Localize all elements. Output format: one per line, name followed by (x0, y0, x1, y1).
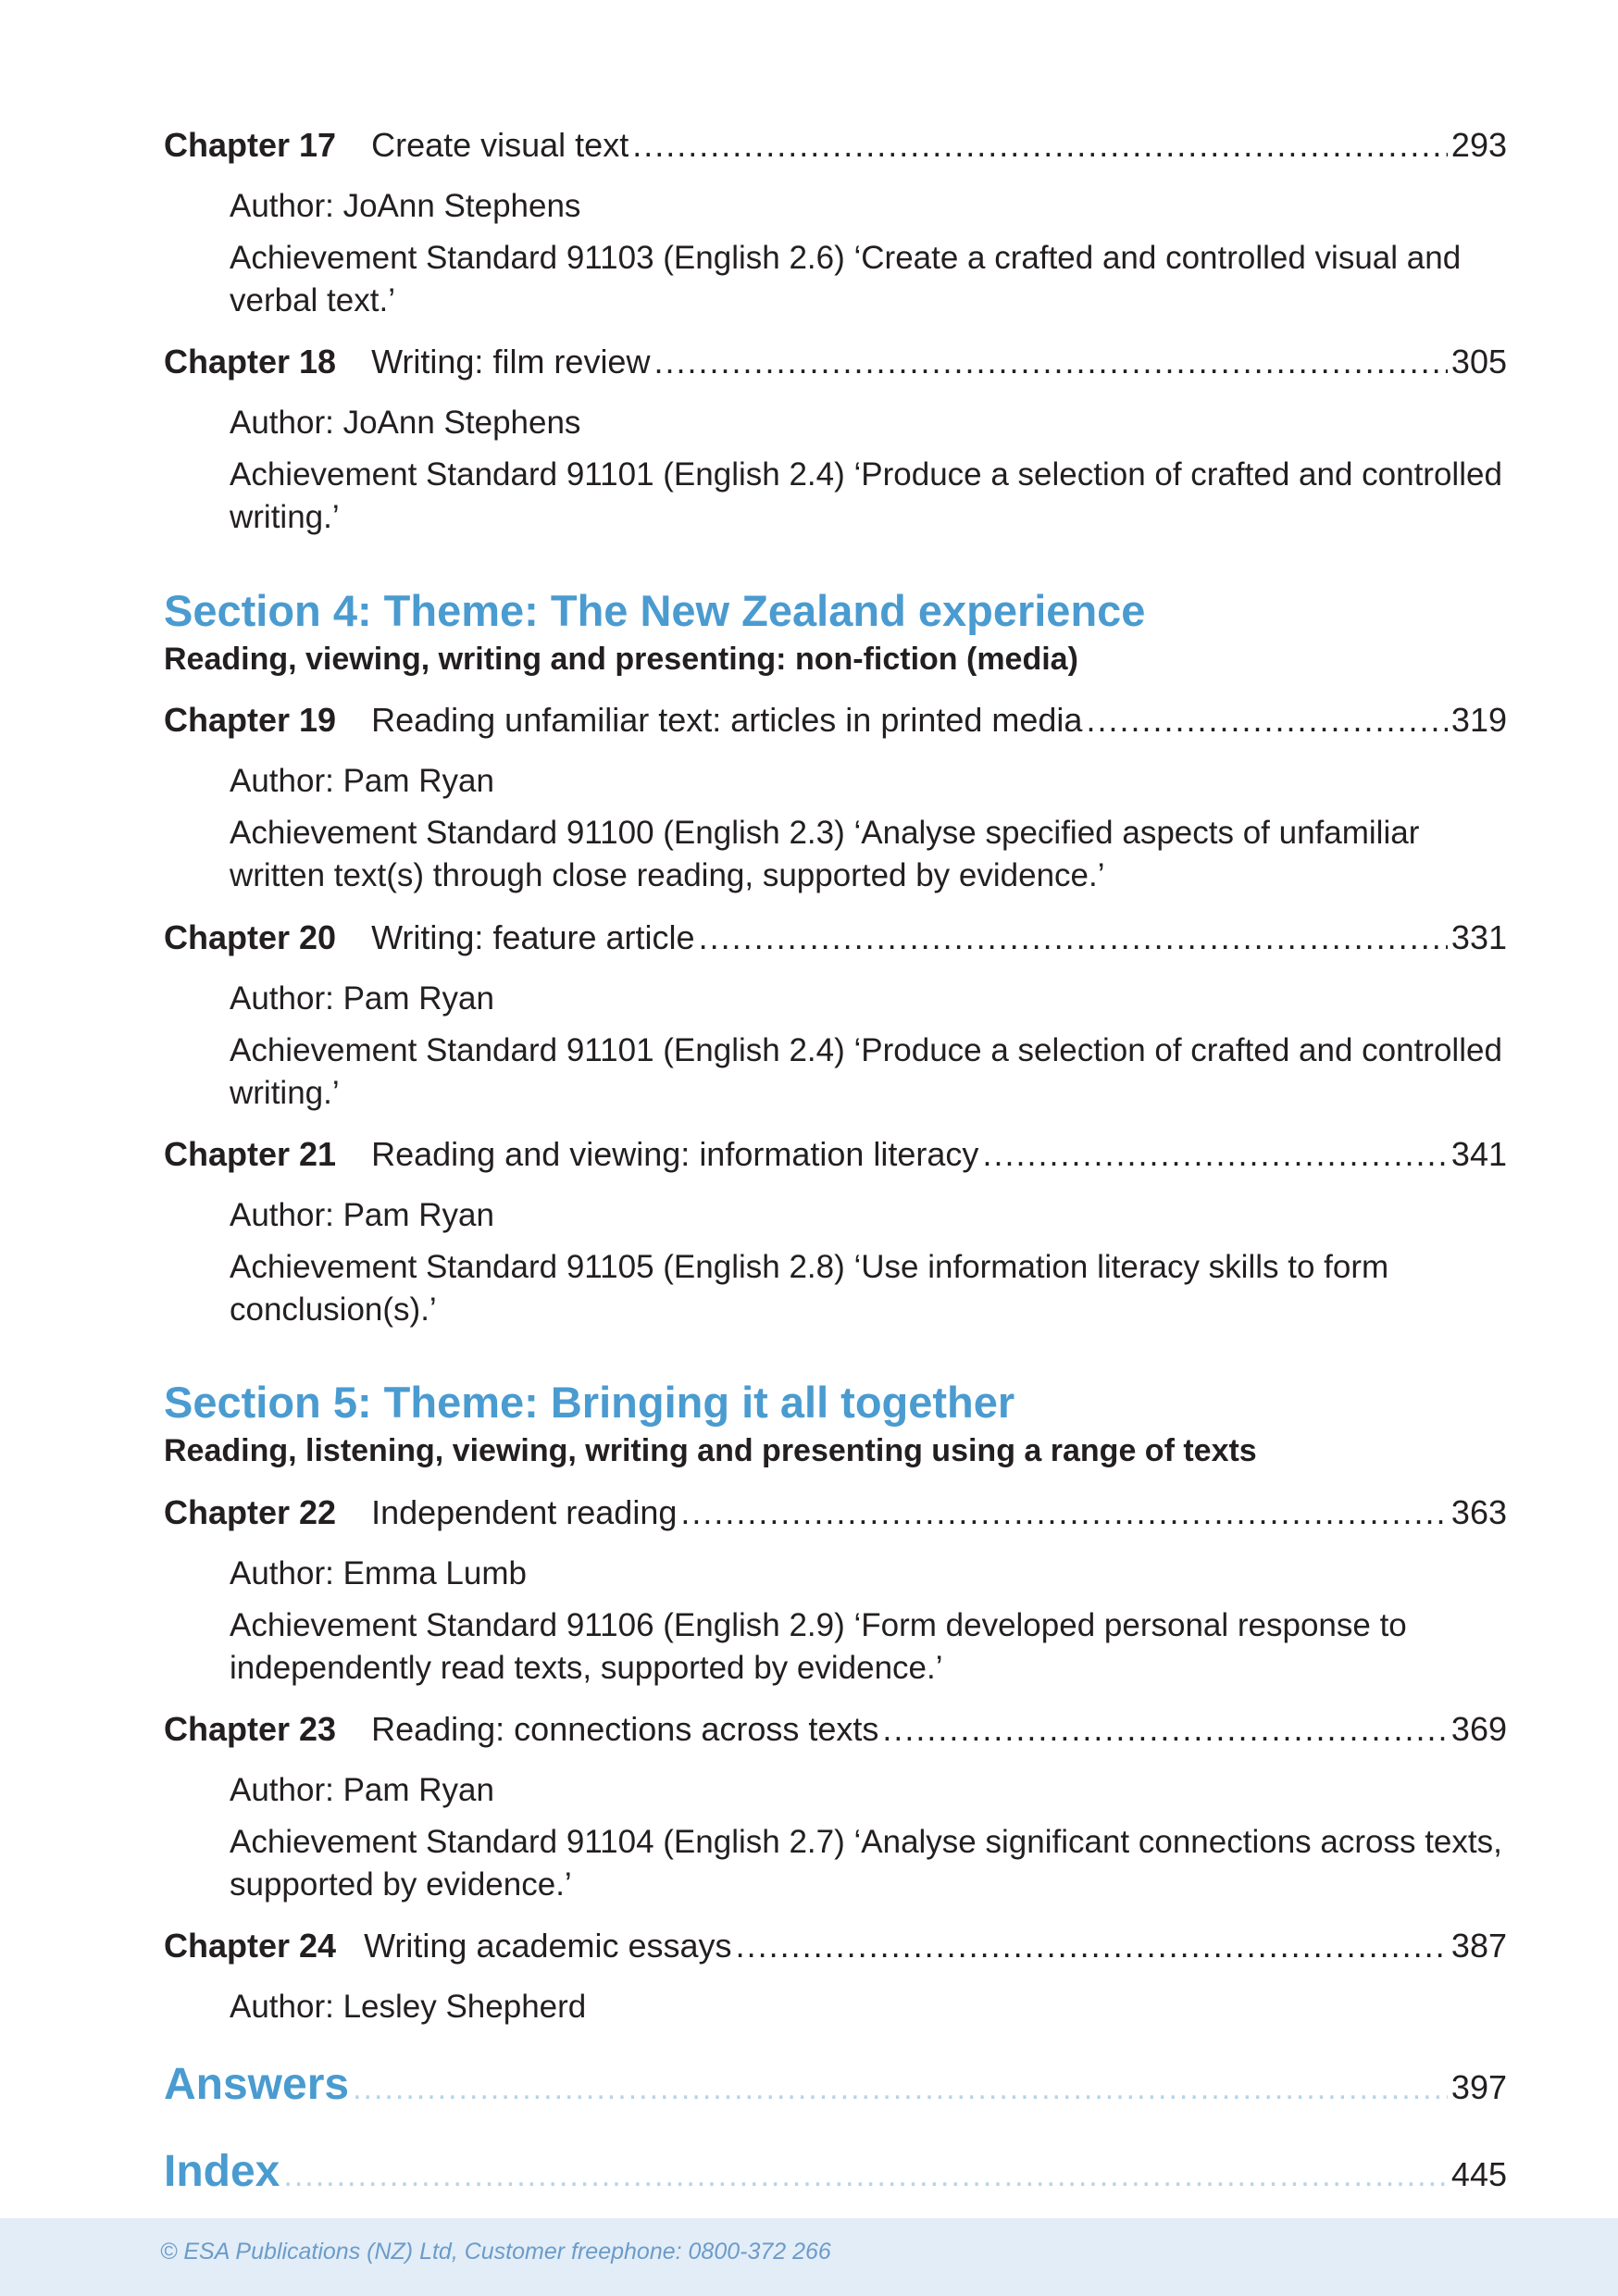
chapter-title: Writing: feature article (371, 918, 695, 956)
chapter-title: Reading: connections across texts (371, 1710, 879, 1748)
dot-leader (882, 1708, 1448, 1751)
dot-leader (680, 1491, 1448, 1534)
chapter-title: Writing academic essays (364, 1927, 732, 1965)
chapter-label: Chapter 19 (164, 701, 337, 739)
toc-entry-chapter-21 (164, 1133, 1507, 1331)
page-number: 445 (1450, 2155, 1507, 2193)
dot-leader (699, 917, 1448, 959)
chapter-line[interactable] (164, 1491, 1507, 1534)
chapter-author: Author: JoAnn Stephens (230, 188, 581, 224)
chapter-author: Author: Pam Ryan (230, 763, 494, 799)
index-line[interactable] (164, 2144, 1507, 2200)
chapter-label: Chapter 21 (164, 1135, 337, 1173)
achievement-standard: Achievement Standard 91104 (English 2.7) ‘Analyse significant connections across texts, supported by evidence.’ (230, 1824, 1502, 1903)
page-number: 293 (1450, 126, 1507, 164)
dot-leader (653, 341, 1447, 383)
dot-leader (982, 1133, 1447, 1176)
chapter-title: Independent reading (371, 1493, 678, 1531)
chapter-title: Writing: film review (371, 343, 651, 381)
chapter-author: Author: Pam Ryan (230, 1197, 494, 1233)
dot-leader (353, 2071, 1448, 2107)
dot-leader (632, 124, 1448, 167)
achievement-standard: Achievement Standard 91101 (English 2.4) ‘Produce a selection of crafted and controlled writing.’ (230, 456, 1502, 535)
answers-title: Answers (164, 2060, 350, 2109)
chapter-label: Chapter 18 (164, 343, 337, 381)
section-subheading: Reading, listening, viewing, writing and presenting using a range of texts (164, 1433, 1257, 1468)
chapter-line[interactable] (164, 917, 1507, 959)
toc-entry-chapter-24 (164, 1925, 1507, 2028)
chapter-title: Create visual text (371, 126, 629, 164)
achievement-standard: Achievement Standard 91106 (English 2.9) ‘Form developed personal response to independently read texts, supported by evidence.’ (230, 1607, 1407, 1686)
chapter-line[interactable] (164, 699, 1507, 742)
page-number: 319 (1450, 701, 1507, 739)
chapter-author: Author: Pam Ryan (230, 1772, 494, 1808)
toc-entry-chapter-23 (164, 1708, 1507, 1906)
chapter-author: Author: Pam Ryan (230, 980, 494, 1017)
toc-entry-chapter-22 (164, 1491, 1507, 1690)
page-number: 305 (1450, 343, 1507, 381)
section-heading: Section 4: Theme: The New Zealand experience (164, 586, 1146, 635)
chapter-label: Chapter 24 (164, 1927, 337, 1965)
chapter-author: Author: Lesley Shepherd (230, 1989, 587, 2025)
chapter-author: Author: Emma Lumb (230, 1555, 527, 1591)
section-heading: Section 5: Theme: Bringing it all together (164, 1378, 1015, 1427)
footer-band (0, 2218, 1618, 2296)
chapter-title: Reading and viewing: information literacy (371, 1135, 979, 1173)
chapter-line[interactable] (164, 124, 1507, 167)
chapter-line[interactable] (164, 1133, 1507, 1176)
toc-entry-answers (164, 2057, 1507, 2113)
chapter-line[interactable] (164, 1925, 1507, 1967)
answers-line[interactable] (164, 2057, 1507, 2113)
chapter-title: Reading unfamiliar text: articles in printed media (371, 701, 1083, 739)
achievement-standard: Achievement Standard 91100 (English 2.3) ‘Analyse specified aspects of unfamiliar written text(s) through close reading, supported by evidence.’ (230, 815, 1420, 893)
page-number: 363 (1450, 1493, 1507, 1531)
chapter-line[interactable] (164, 341, 1507, 383)
toc-entry-chapter-20 (164, 917, 1507, 1115)
dot-leader (1086, 699, 1447, 742)
achievement-standard: Achievement Standard 91103 (English 2.6) ‘Create a crafted and controlled visual and verbal text.’ (230, 240, 1462, 318)
chapter-label: Chapter 17 (164, 126, 337, 164)
chapter-label: Chapter 20 (164, 918, 337, 956)
page-number: 369 (1450, 1710, 1507, 1748)
page-number: 341 (1450, 1135, 1507, 1173)
chapter-line[interactable] (164, 1708, 1507, 1751)
achievement-standard: Achievement Standard 91105 (English 2.8) ‘Use information literacy skills to form conclusion(s).’ (230, 1249, 1389, 1328)
achievement-standard: Achievement Standard 91101 (English 2.4) ‘Produce a selection of crafted and controlled writing.’ (230, 1032, 1502, 1111)
footer-copyright: © ESA Publications (NZ) Ltd, Customer freephone: 0800-372 266 (160, 2239, 831, 2265)
toc-entry-chapter-17 (164, 124, 1507, 322)
section-5-header (164, 1375, 1507, 1471)
chapter-author: Author: JoAnn Stephens (230, 405, 581, 441)
section-subheading: Reading, viewing, writing and presenting: non-fiction (media) (164, 642, 1078, 677)
page-number: 387 (1450, 1927, 1507, 1965)
toc-entry-index (164, 2144, 1507, 2200)
section-4-header (164, 583, 1507, 680)
chapter-label: Chapter 22 (164, 1493, 337, 1531)
dot-leader (283, 2158, 1448, 2194)
index-title: Index (164, 2147, 280, 2196)
toc-entry-chapter-18 (164, 341, 1507, 539)
dot-leader (736, 1925, 1448, 1967)
page-number: 397 (1450, 2068, 1507, 2106)
chapter-label: Chapter 23 (164, 1710, 337, 1748)
toc-entry-chapter-19 (164, 699, 1507, 897)
page-number: 331 (1450, 918, 1507, 956)
